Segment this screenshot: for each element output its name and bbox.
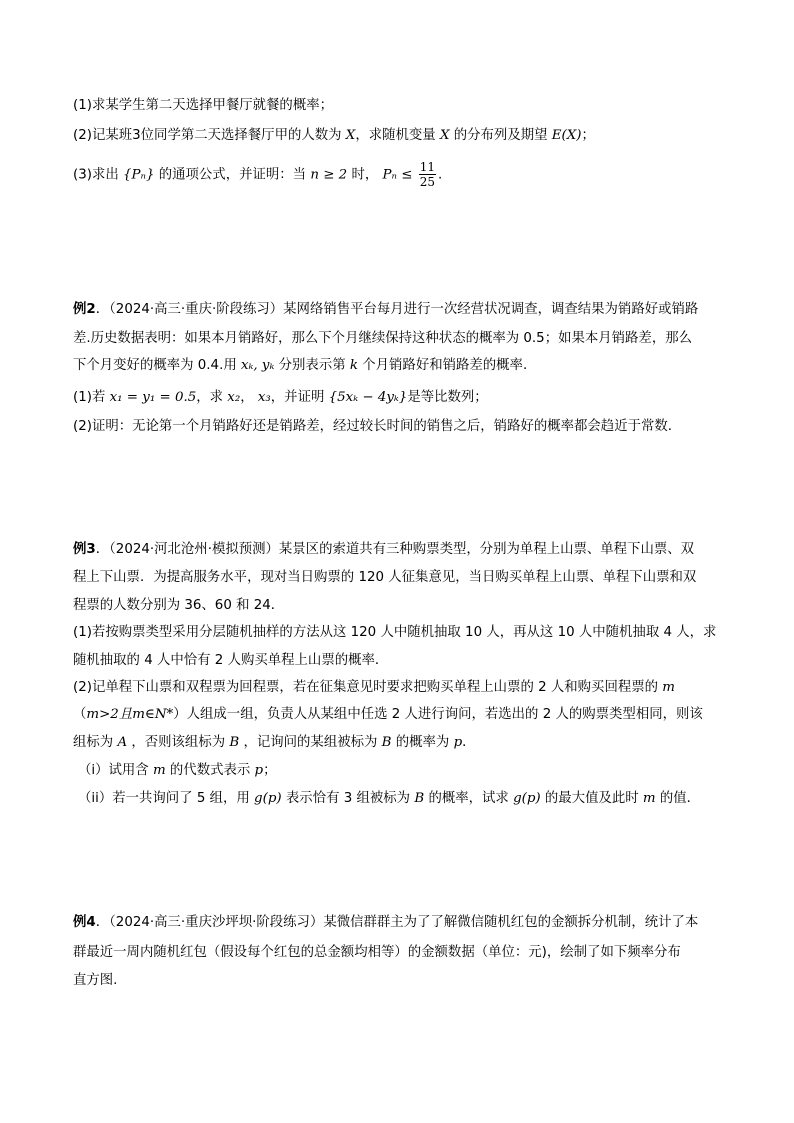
- example3-text: 组标为: [73, 735, 114, 750]
- example3-line8: [73, 733, 476, 753]
- example3-text: 程票的人数分别为 36、60 和 24．: [73, 598, 285, 613]
- function-g-p: g(p): [254, 791, 282, 806]
- var-p: p: [453, 735, 463, 750]
- example3-text: (2)记单程下山票和双程票为回程票，若在征集意见时要求把购买单程上山票的 2 人和购买回程票的: [73, 680, 659, 695]
- vars-xk-yk: xₖ, yₖ: [240, 358, 275, 373]
- q1-part3-end: .: [438, 167, 443, 183]
- sequence-expr: {Pₙ}: [123, 167, 155, 183]
- example4-text: 群最近一周内随机红包（假设每个红包的总金额均相等）的金额数据（单位：元)，绘制了如下频率分布: [73, 945, 681, 960]
- example2-line2: [73, 329, 692, 349]
- label-b: B: [229, 735, 240, 750]
- example4-line2: [73, 943, 681, 963]
- example3-text: 的最大值及此时: [544, 791, 639, 806]
- example3-text: ）人组成一组，负责人从某组中任选 2 人进行询问，若选出的 2 人的购票类型相同，则该: [173, 707, 703, 722]
- example2-label: 例2: [73, 302, 96, 317]
- example3-text: 的代数式表示: [169, 763, 251, 778]
- inequality-lhs: Pₙ ≤: [382, 167, 413, 183]
- example2-part1: [73, 388, 488, 408]
- var-k: k: [349, 358, 358, 373]
- example4-label: 例4: [73, 915, 96, 930]
- example2-line1: [73, 300, 698, 320]
- example3-text: 的值．: [659, 791, 701, 806]
- example3-subpart-ii: [78, 789, 700, 809]
- example2-text: 是等比数列；: [407, 390, 488, 405]
- label-b: B: [414, 791, 425, 806]
- example3-text: （ii）若一共询问了 5 组，用: [78, 791, 250, 806]
- var-x: X: [439, 128, 450, 143]
- q1-part3: [73, 160, 442, 189]
- example3-text: ；: [263, 763, 277, 778]
- example3-label: 例3: [73, 542, 96, 557]
- q1-part1-text: (1)求某学生第二天选择甲餐厅就餐的概率；: [73, 98, 333, 113]
- example3-text: (1)若按购票类型采用分层随机抽样的方法从这 120 人中随机抽取 10 人，再从这 10 人中随机抽取 4 人，求: [73, 625, 717, 640]
- example3-text: 程上下山票．为提高服务水平，现对当日购票的 120 人征集意见，当日购买单程上山票、单程下山票和双: [73, 570, 697, 585]
- var-p: p: [254, 763, 264, 778]
- q1-part2: [73, 126, 595, 146]
- q1-part2-text-a: (2)记某班3位同学第二天选择餐厅甲的人数为: [73, 128, 342, 143]
- example2-text: ，并证明: [270, 390, 325, 405]
- fraction-numerator: 11: [419, 160, 435, 174]
- q1-part2-text-d: ；: [581, 128, 595, 143]
- example3-line1: [73, 540, 694, 560]
- var-x2: x₂: [227, 390, 241, 405]
- example2-text: 个月销路好和销路差的概率.: [362, 358, 528, 373]
- example2-text: (1)若: [73, 390, 106, 405]
- condition-m: m>2且m∈N*: [86, 707, 174, 722]
- fraction-denominator: 25: [419, 175, 435, 189]
- example4-line1: [73, 913, 698, 933]
- example2-text: (2)证明：无论第一个月销路好还是销路差，经过较长时间的销售之后，销路好的概率都会趋近于常数.: [73, 419, 673, 434]
- var-m: m: [152, 763, 166, 778]
- example3-text: （i）试用含: [78, 763, 149, 778]
- example2-text: 分别表示第: [278, 358, 346, 373]
- example3-subpart-i: [78, 761, 277, 781]
- example3-line3: [73, 596, 284, 616]
- geometric-sequence-expr: {5xₖ − 4yₖ}: [328, 390, 408, 405]
- var-m: m: [662, 680, 675, 695]
- example2-text: 下个月变好的概率为 0.4.用: [73, 358, 237, 373]
- example3-text: ．: [462, 735, 476, 750]
- q1-part3-text-b: 的通项公式，并证明：当: [158, 167, 307, 183]
- q1-part3-text-c: 时，: [351, 167, 379, 183]
- example2-part2: [73, 417, 672, 437]
- example2-text: 差.历史数据表明：如果本月销路好，那么下个月继续保持这种状态的概率为 0.5；如果本月销路差，那么: [73, 331, 692, 346]
- q1-part2-text-b: ，求随机变量: [355, 128, 436, 143]
- example3-text: ，记询问的某组被标为: [243, 735, 378, 750]
- example4-line3: [73, 971, 117, 991]
- expectation-expr: E(X): [551, 128, 582, 143]
- example3-text: 表示恰有 3 组被标为: [285, 791, 411, 806]
- example3-text: 随机抽取的 4 人中恰有 2 人购买单程上山票的概率．: [73, 653, 389, 668]
- label-b: B: [381, 735, 392, 750]
- var-m: m: [642, 791, 656, 806]
- example3-text: 的概率，试求: [428, 791, 509, 806]
- label-a: A: [117, 735, 128, 750]
- var-x3: x₃: [257, 390, 271, 405]
- example2-text: ，求: [196, 390, 224, 405]
- fraction: [419, 160, 436, 189]
- example2-line3: [73, 356, 527, 376]
- example2-text: ，: [240, 390, 254, 405]
- function-g-p: g(p): [513, 791, 541, 806]
- example2-text: ．（2024·高三·重庆·阶段练习）某网络销售平台每月进行一次经营状况调查，调查结果为销路好或销路: [95, 302, 699, 317]
- initial-condition: x₁ = y₁ = 0.5: [109, 390, 197, 405]
- q1-part1: [73, 96, 333, 116]
- example3-part2: [73, 678, 675, 698]
- condition-expr: n ≥ 2: [310, 167, 348, 183]
- q1-part2-text-c: 的分布列及期望: [453, 128, 548, 143]
- example3-text: （: [73, 707, 87, 722]
- example3-part1: [73, 623, 716, 643]
- example4-text: 直方图.: [73, 973, 118, 988]
- example3-text: ，否则该组标为: [131, 735, 226, 750]
- var-x: X: [345, 128, 356, 143]
- example3-text: 的概率为: [395, 735, 450, 750]
- example3-line2: [73, 568, 696, 588]
- example3-text: ．（2024·河北沧州·模拟预测）某景区的索道共有三种购票类型，分别为单程上山票、单程下山票、双: [95, 542, 695, 557]
- q1-part3-text-a: (3)求出: [73, 167, 119, 183]
- example3-line5: [73, 651, 388, 671]
- example3-line7: [73, 705, 703, 725]
- example4-text: ．（2024·高三·重庆沙坪坝·阶段练习）某微信群群主为了了解微信随机红包的金额拆分机制，统计了本: [95, 915, 699, 930]
